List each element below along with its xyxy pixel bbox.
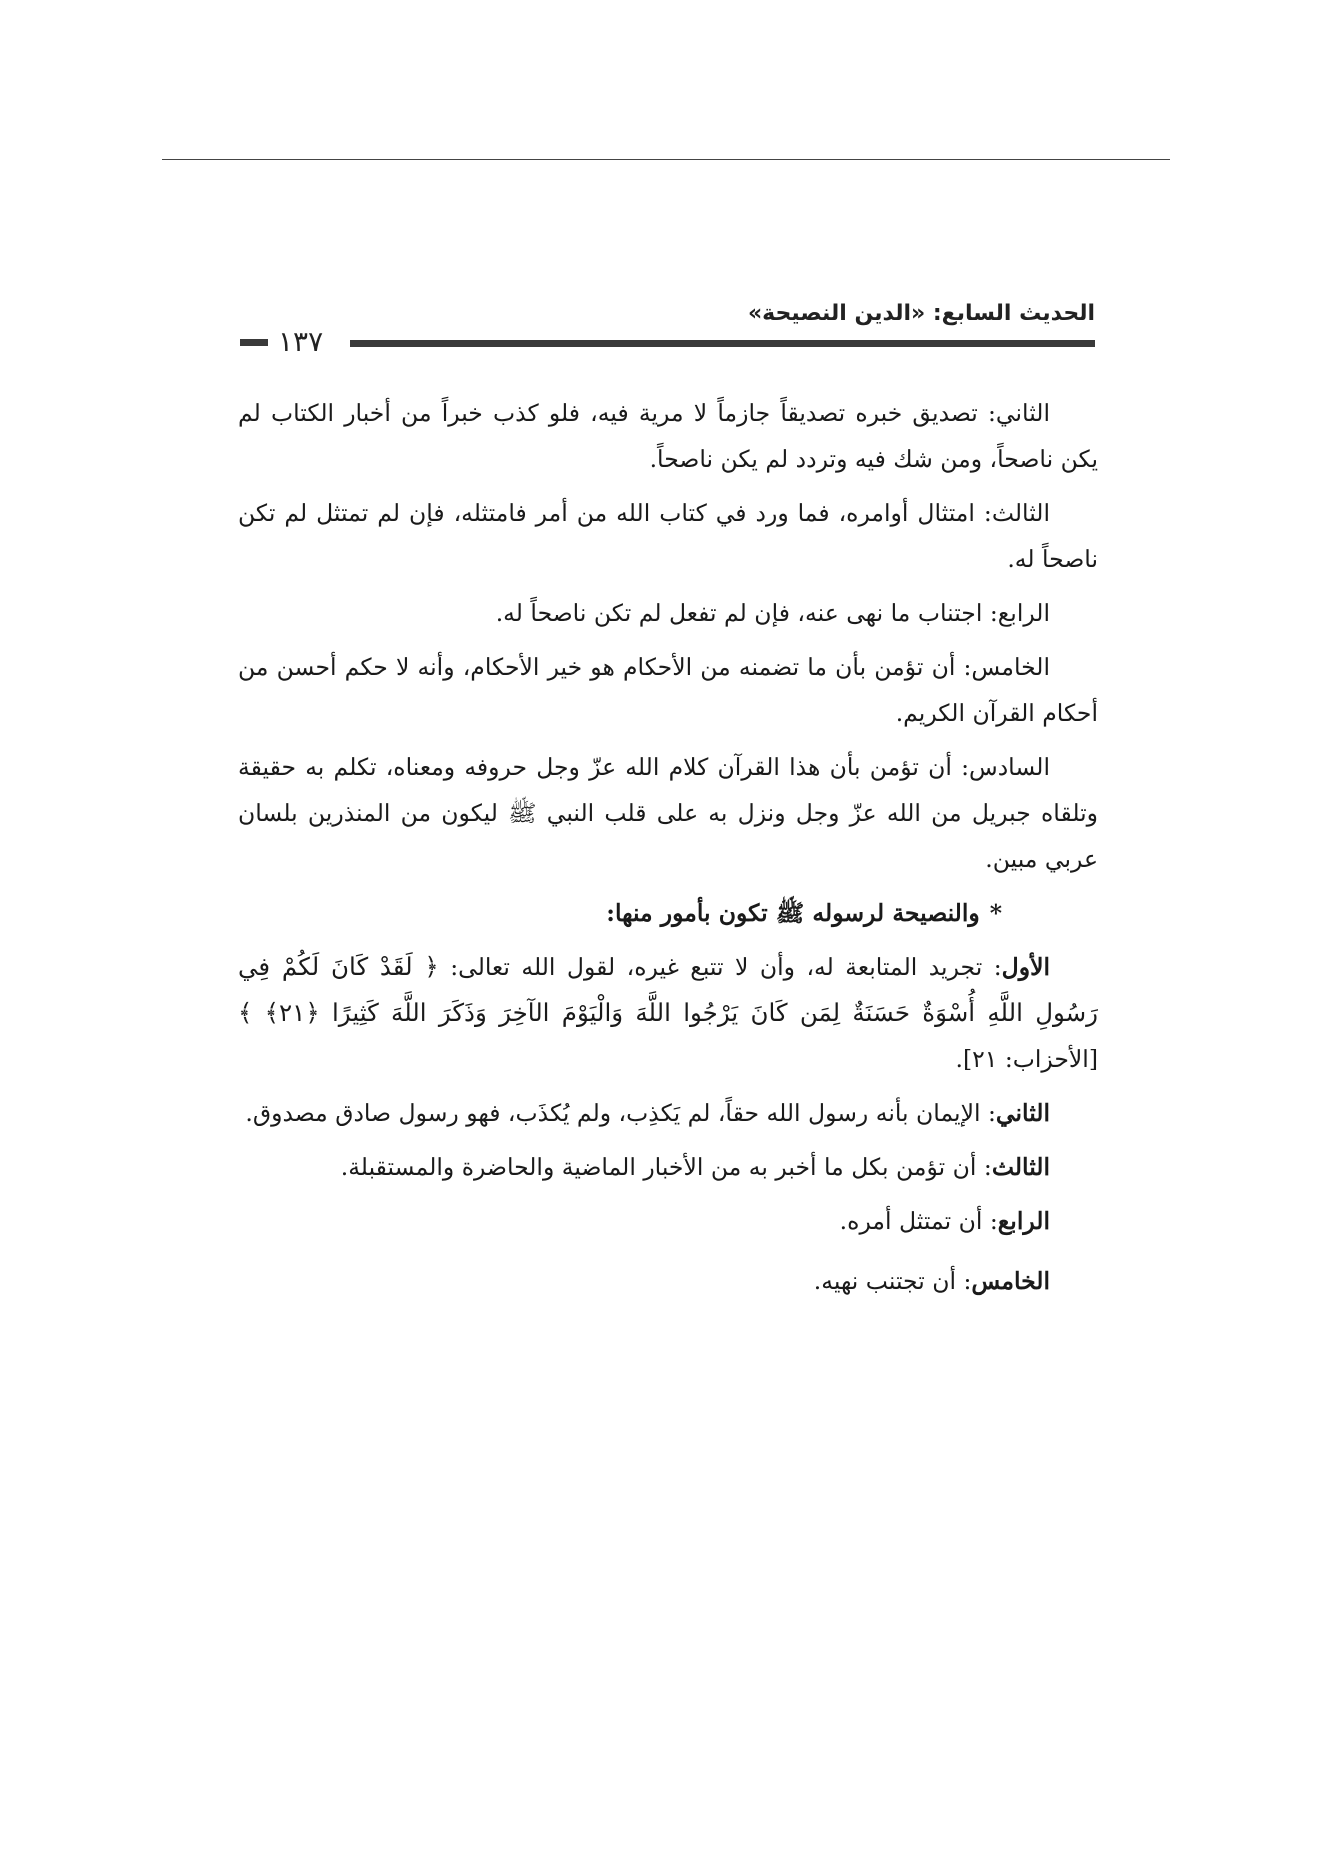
item-text: : أن تؤمن بأن هذا القرآن كلام الله عزّ وجل حروفه ومعناه، تكلم به حقيقة وتلقاه جبريل من الله عزّ وجل ونزل به على قلب النبي ﷺ ليكون من المنذرين بلسان عربي مبين. bbox=[238, 753, 1098, 873]
page-number bbox=[240, 326, 323, 358]
item-label: الأول bbox=[1001, 953, 1050, 981]
page-number-bar bbox=[240, 339, 268, 346]
section-heading-text: والنصيحة لرسوله ﷺ تكون بأمور منها: bbox=[606, 899, 980, 927]
item-label: الرابع bbox=[997, 1207, 1050, 1235]
item-text: : أن تؤمن بكل ما أخبر به من الأخبار الماضية والحاضرة والمستقبلة. bbox=[340, 1153, 992, 1181]
item-label: الرابع bbox=[997, 599, 1050, 627]
paragraph-book-6 bbox=[238, 744, 1098, 882]
paragraph-prophet-5 bbox=[238, 1258, 1098, 1304]
paragraph-prophet-3 bbox=[238, 1144, 1098, 1190]
item-text: : اجتناب ما نهى عنه، فإن لم تفعل لم تكن ناصحاً له. bbox=[495, 599, 998, 627]
item-text: : امتثال أوامره، فما ورد في كتاب الله من أمر فامتثله، فإن لم تمتثل لم تكن ناصحاً له. bbox=[238, 499, 1098, 573]
item-text: : الإيمان بأنه رسول الله حقاً، لم يَكذِب، ولم يُكذَب، فهو رسول صادق مصدوق. bbox=[245, 1099, 996, 1127]
header-rule bbox=[350, 340, 1095, 347]
running-header bbox=[240, 300, 1095, 360]
paragraph-prophet-1 bbox=[238, 944, 1098, 1082]
item-text: : أن تؤمن بأن ما تضمنه من الأحكام هو خير الأحكام، وأنه لا حكم أحسن من أحكام القرآن الكريم. bbox=[238, 653, 1098, 727]
item-label: السادس bbox=[969, 753, 1050, 781]
quran-verse: ﴿ لَقَدْ كَانَ لَكُمْ فِي رَسُولِ اللَّهِ أُسْوَةٌ حَسَنَةٌ لِمَن كَانَ يَرْجُوا اللَّهَ وَالْيَوْمَ الآخِرَ وَذَكَرَ اللَّهَ كَثِيرًا ﴿٢١﴾ ﴾ bbox=[238, 952, 1099, 1027]
paragraph-book-5 bbox=[238, 644, 1098, 736]
item-label: الثاني bbox=[995, 1099, 1050, 1127]
paragraph-prophet-4 bbox=[238, 1198, 1098, 1244]
item-label: الثاني bbox=[995, 399, 1050, 427]
item-label: الثالث bbox=[991, 499, 1050, 527]
page-number-text: ١٣٧ bbox=[278, 325, 324, 358]
item-label: الثالث bbox=[991, 1153, 1050, 1181]
page-body bbox=[238, 390, 1098, 1318]
item-text: : تصديق خبره تصديقاً جازماً لا مرية فيه، فلو كذب خبراً من أخبار الكتاب لم يكن ناصحاً، ومن شك فيه وتردد لم يكن ناصحاً. bbox=[238, 399, 1098, 473]
asterisk-mark: * bbox=[989, 899, 1002, 927]
paragraph-book-4 bbox=[238, 590, 1098, 636]
paragraph-book-2 bbox=[238, 390, 1098, 482]
verse-reference: [الأحزاب: ٢١]. bbox=[955, 1045, 1098, 1073]
top-rule bbox=[162, 159, 1170, 160]
item-label: الخامس bbox=[971, 653, 1050, 681]
item-label: الخامس bbox=[971, 1267, 1050, 1295]
paragraph-book-3 bbox=[238, 490, 1098, 582]
item-text: : أن تمتثل أمره. bbox=[839, 1207, 998, 1235]
header-title: الحديث السابع: «الدين النصيحة» bbox=[747, 301, 1095, 326]
section-heading bbox=[238, 890, 1098, 936]
item-text: : تجريد المتابعة له، وأن لا تتبع غيره، لقول الله تعالى: bbox=[450, 953, 1002, 981]
item-text: : أن تجتنب نهيه. bbox=[813, 1267, 972, 1295]
paragraph-prophet-2 bbox=[238, 1090, 1098, 1136]
